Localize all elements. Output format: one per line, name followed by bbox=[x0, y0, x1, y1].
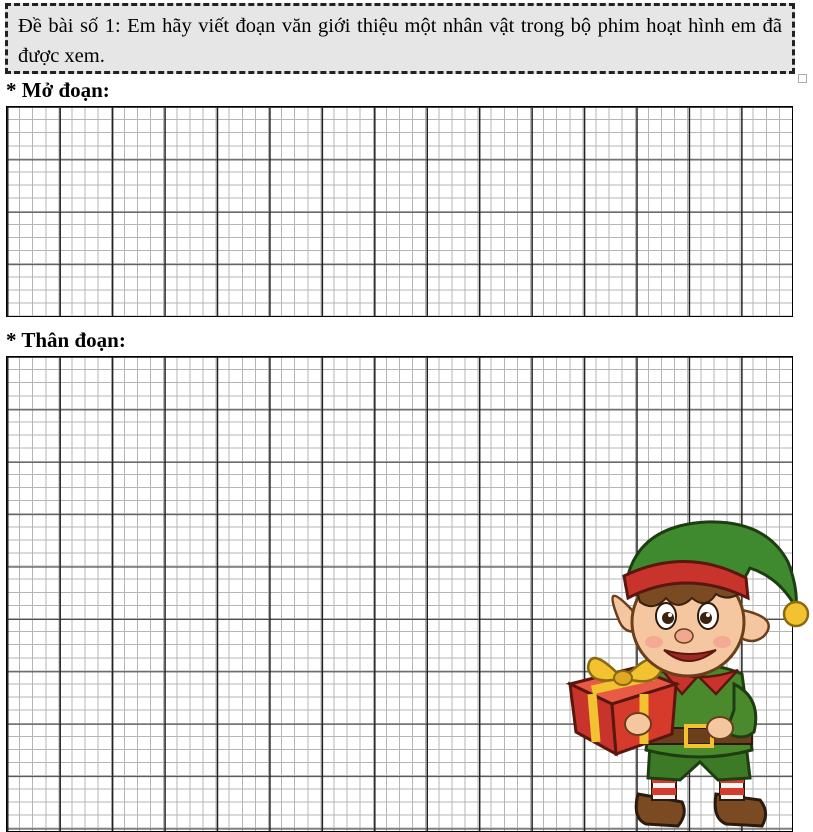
writing-grid-mo-doan[interactable] bbox=[6, 106, 793, 317]
resize-handle[interactable] bbox=[798, 74, 807, 83]
elf-holding-gift-icon bbox=[566, 518, 813, 832]
gift-box-icon bbox=[570, 658, 676, 754]
heading-mo-doan: * Mở đoạn: bbox=[6, 78, 110, 102]
assignment-prompt bbox=[5, 3, 795, 74]
assignment-prompt-text: Đề bài số 1: Em hãy viết đoạn văn giới thiệu một nhân vật trong bộ phim hoạt hình em đã được xem. bbox=[18, 15, 782, 67]
heading-than-doan: * Thân đoạn: bbox=[6, 328, 126, 352]
